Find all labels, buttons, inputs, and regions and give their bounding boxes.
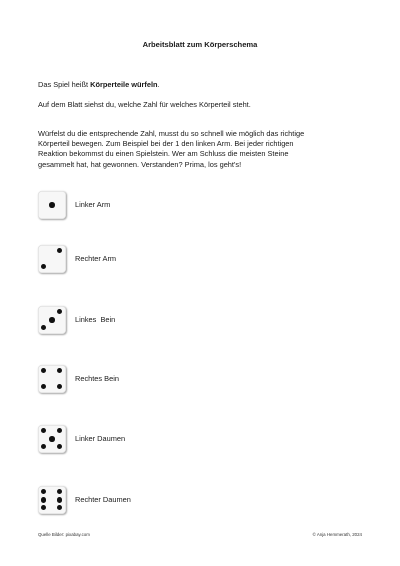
die-pip [57, 444, 62, 449]
die-pip [41, 368, 46, 373]
body-part-label: Rechter Daumen [75, 495, 131, 504]
die-pip [41, 325, 46, 330]
dice-row [38, 486, 358, 514]
rules-line: Reaktion bekommst du einen Spielstein. Wer am Schluss die meisten Steine [38, 149, 289, 159]
die-pip [49, 436, 54, 441]
die-face-5-icon [38, 425, 66, 453]
rules-line: gesammelt hat, hat gewonnen. Verstanden? Prima, los geht's! [38, 159, 242, 169]
die-face-1-icon [38, 191, 66, 219]
body-part-label: Rechter Arm [75, 254, 117, 263]
body-part-label: Linkes Bein [75, 315, 116, 324]
game-name: Körperteile würfeln [90, 80, 158, 89]
die-pip [57, 248, 62, 253]
die-pip [57, 497, 62, 502]
intro-text-pre: Das Spiel heißt [38, 80, 91, 89]
dice-row [38, 365, 358, 393]
die-pip [57, 309, 62, 314]
die-face-2-icon [38, 245, 66, 273]
die-pip [57, 428, 62, 433]
die-pip [41, 384, 46, 389]
die-face-6-icon [38, 486, 66, 514]
body-part-label: Rechtes Bein [75, 374, 119, 383]
body-part-label: Linker Daumen [75, 434, 126, 443]
rules-line: Würfelst du die entsprechende Zahl, musst du so schnell wie möglich das richtige [38, 129, 305, 138]
footer-copyright: © Anja Hemmerath, 2024 [312, 532, 362, 537]
die-pip [41, 497, 46, 502]
dice-row [38, 191, 358, 219]
die-pip [57, 505, 62, 510]
die-face-4-icon [38, 365, 66, 393]
dice-row [38, 425, 358, 453]
die-pip [57, 384, 62, 389]
rules-paragraph [38, 129, 368, 170]
dice-row [38, 306, 358, 334]
body-part-label: Linker Arm [75, 200, 111, 209]
die-pip [57, 368, 62, 373]
die-face-3-icon [38, 306, 66, 334]
intro-line [38, 80, 368, 90]
instruction-line: Auf dem Blatt siehst du, welche Zahl für welches Körperteil steht. [38, 100, 251, 109]
intro-text-post: . [157, 80, 160, 89]
die-pip [41, 264, 46, 269]
die-pip [49, 202, 54, 207]
die-pip [41, 428, 46, 433]
die-pip [41, 444, 46, 449]
footer-source: Quelle Bilder: pixabay.com [38, 532, 90, 537]
dice-row [38, 245, 358, 273]
die-pip [49, 317, 54, 322]
page-title: Arbeitsblatt zum Körperschema [142, 40, 258, 49]
die-pip [41, 489, 46, 494]
rules-line: Körperteil bewegen. Zum Beispiel bei der 1 den linken Arm. Bei jeder richtigen [38, 139, 294, 149]
die-pip [41, 505, 46, 510]
die-pip [57, 489, 62, 494]
